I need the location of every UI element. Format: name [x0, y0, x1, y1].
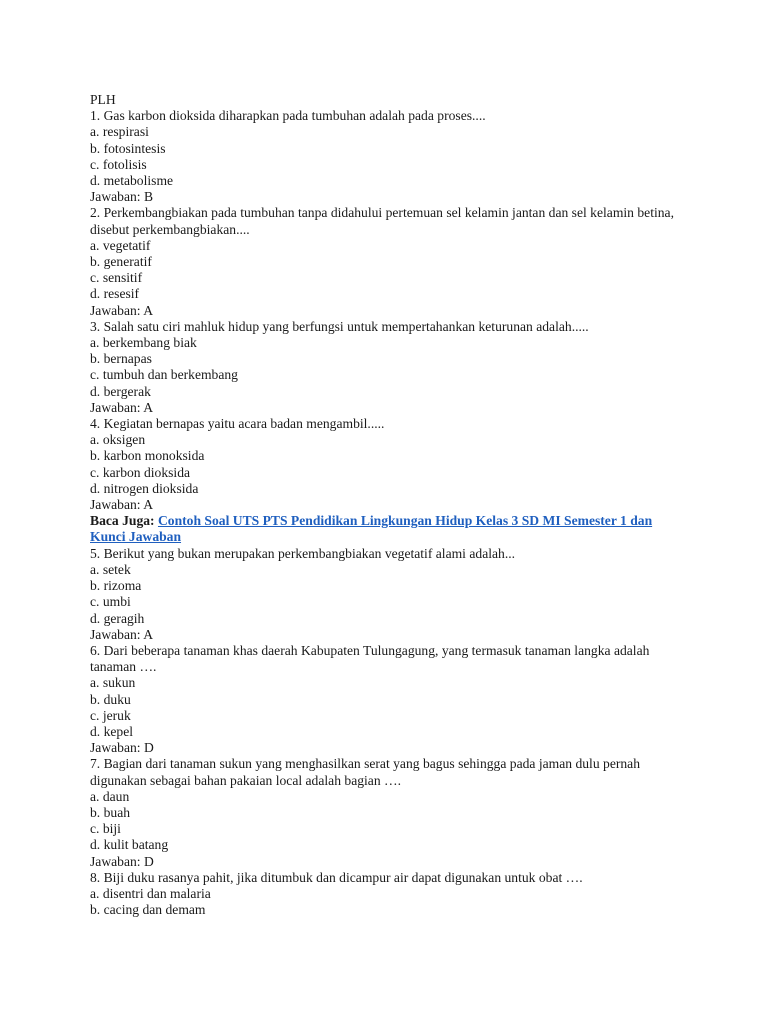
- question-block: [90, 643, 690, 756]
- question-list-2: [90, 546, 690, 919]
- answer-option: a. disentri dan malaria: [90, 885, 211, 901]
- answer-key: Jawaban: A: [90, 302, 154, 318]
- answer-option: b. duku: [90, 691, 131, 707]
- answer-option: c. sensitif: [90, 270, 143, 286]
- answer-option: b. generatif: [90, 254, 152, 270]
- question-text: 8. Biji duku rasanya pahit, jika ditumbuk dan dicampur air dapat digunakan untuk obat ….: [90, 869, 583, 885]
- answer-option: d. geragih: [90, 610, 145, 626]
- answer-key: Jawaban: A: [90, 626, 154, 642]
- answer-key: Jawaban: D: [90, 853, 154, 869]
- question-block: [90, 416, 690, 513]
- answer-option: c. umbi: [90, 594, 131, 610]
- question-list-1: [90, 108, 690, 513]
- answer-option: b. cacing dan demam: [90, 902, 206, 918]
- answer-option: b. bernapas: [90, 351, 152, 367]
- answer-option: a. respirasi: [90, 124, 149, 140]
- baca-juga-block: [90, 513, 690, 545]
- question-block: [90, 319, 690, 416]
- answer-option: a. daun: [90, 788, 130, 804]
- question-block: [90, 205, 690, 318]
- answer-option: c. jeruk: [90, 707, 131, 723]
- answer-option: d. bergerak: [90, 383, 151, 399]
- answer-key: Jawaban: A: [90, 497, 154, 513]
- baca-juga-label: Baca Juga:: [90, 513, 158, 529]
- answer-option: b. rizoma: [90, 578, 142, 594]
- question-block: [90, 870, 690, 919]
- question-block: [90, 756, 690, 869]
- answer-option: d. kulit batang: [90, 837, 169, 853]
- answer-option: a. berkembang biak: [90, 335, 197, 351]
- subject-heading: PLH: [90, 92, 116, 107]
- question-text: 4. Kegiatan bernapas yaitu acara badan mengambil.....: [90, 416, 385, 432]
- answer-option: d. metabolisme: [90, 173, 174, 189]
- answer-option: c. karbon dioksida: [90, 464, 191, 480]
- question-text: 5. Berikut yang bukan merupakan perkembangbiakan vegetatif alami adalah...: [90, 545, 516, 561]
- question-block: [90, 546, 690, 643]
- answer-option: c. tumbuh dan berkembang: [90, 367, 238, 383]
- answer-option: a. setek: [90, 561, 131, 577]
- answer-option: c. biji: [90, 821, 121, 837]
- question-block: [90, 108, 690, 205]
- question-text: 1. Gas karbon dioksida diharapkan pada tumbuhan adalah pada proses....: [90, 108, 486, 124]
- answer-key: Jawaban: A: [90, 399, 154, 415]
- answer-option: d. kepel: [90, 723, 134, 739]
- answer-key: Jawaban: B: [90, 189, 154, 205]
- answer-option: b. karbon monoksida: [90, 448, 205, 464]
- answer-option: b. fotosintesis: [90, 140, 166, 156]
- answer-key: Jawaban: D: [90, 740, 154, 756]
- answer-option: c. fotolisis: [90, 156, 147, 172]
- question-text: 3. Salah satu ciri mahluk hidup yang berfungsi untuk mempertahankan keturunan adalah.....: [90, 318, 589, 334]
- answer-option: a. sukun: [90, 675, 136, 691]
- answer-option: a. vegetatif: [90, 237, 151, 253]
- answer-option: a. oksigen: [90, 432, 146, 448]
- answer-option: b. buah: [90, 804, 131, 820]
- answer-option: d. nitrogen dioksida: [90, 480, 199, 496]
- baca-juga-link[interactable]: Contoh Soal UTS PTS Pendidikan Lingkungan Hidup Kelas 3 SD MI Semester 1 dan Kunci Jawaban: [90, 513, 653, 545]
- document-page: [90, 92, 690, 918]
- question-text: 2. Perkembangbiakan pada tumbuhan tanpa didahului pertemuan sel kelamin jantan dan sel kelamin betina, disebut perkembangbiakan....: [90, 205, 674, 237]
- question-text: 6. Dari beberapa tanaman khas daerah Kabupaten Tulungagung, yang termasuk tanaman langka adalah tanaman ….: [90, 642, 650, 675]
- question-text: 7. Bagian dari tanaman sukun yang menghasilkan serat yang bagus sehingga pada jaman dulu pernah digunakan sebagai bahan pakaian local adalah bagian ….: [90, 756, 641, 788]
- answer-option: d. resesif: [90, 286, 140, 302]
